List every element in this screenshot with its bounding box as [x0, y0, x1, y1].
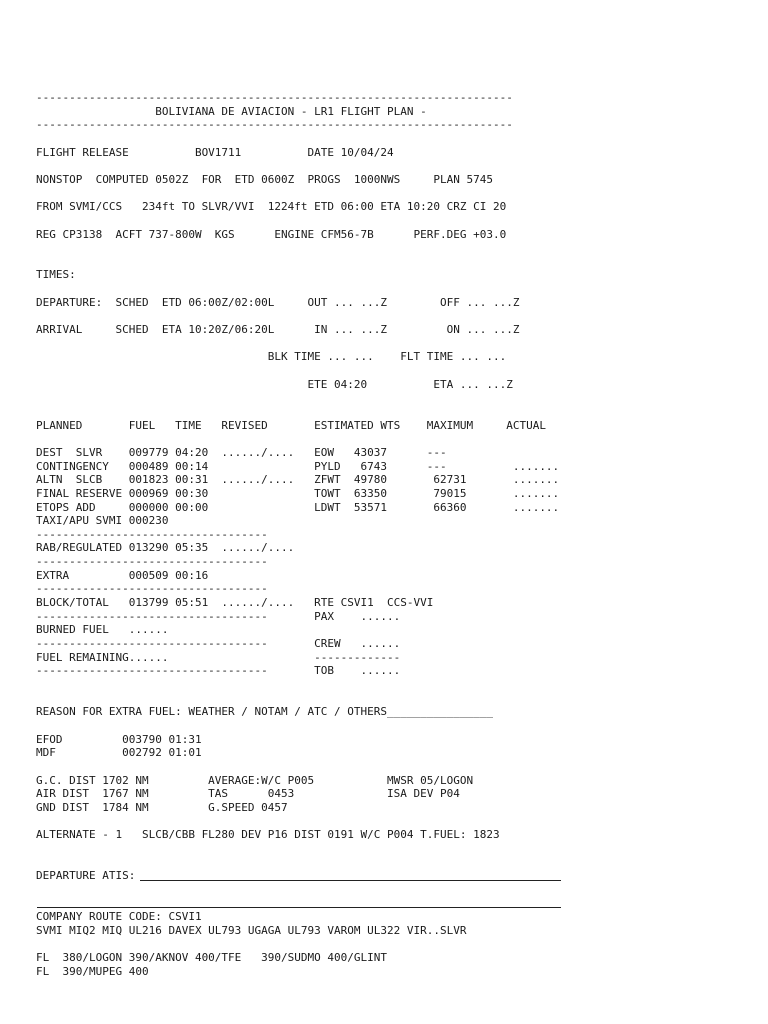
document-line: G.C. DIST 1702 NM AVERAGE:W/C P005 MWSR 05/LOGON: [36, 773, 474, 787]
document-line: EXTRA 000509 00:16: [36, 568, 209, 582]
document-line: ALTN SLCB 001823 00:31 ....../.... ZFWT 49780 62731 .......: [36, 473, 560, 487]
document-line: ARRIVAL SCHED ETA 10:20Z/06:20L IN ... ...Z ON ... ...Z: [36, 323, 520, 337]
document-line: FLIGHT RELEASE BOV1711 DATE 10/04/24: [36, 145, 394, 159]
document-line: ------------------------------------------------------------------------: [36, 118, 513, 132]
document-line: -----------------------------------: [36, 582, 268, 596]
document-line: ----------------------------------- CREW ......: [36, 637, 401, 650]
document-line: BOLIVIANA DE AVIACION - LR1 FLIGHT PLAN -: [36, 104, 427, 118]
document-line: ----------------------------------- PAX ......: [36, 609, 401, 623]
document-line: COMPANY ROUTE CODE: CSVI1: [36, 910, 202, 923]
document-line: FL 380/LOGON 390/AKNOV 400/TFE 390/SUDMO 400/GLINT: [36, 950, 387, 964]
document-line: NONSTOP COMPUTED 0502Z FOR ETD 0600Z PROGS 1000NWS PLAN 5745: [36, 172, 493, 186]
document-line: PLANNED FUEL TIME REVISED ESTIMATED WTS MAXIMUM ACTUAL: [36, 418, 546, 432]
document-line: SVMI MIQ2 MIQ UL216 DAVEX UL793 UGAGA UL793 VAROM UL322 VIR..SLVR: [36, 923, 467, 937]
document-line: -----------------------------------: [36, 555, 268, 569]
document-line: AIR DIST 1767 NM TAS 0453 ISA DEV P04: [36, 787, 460, 801]
document-line: ALTERNATE - 1 SLCB/CBB FL280 DEV P16 DIST 0191 W/C P004 T.FUEL: 1823: [36, 828, 500, 842]
route-section-divider: [37, 907, 561, 908]
document-line: FL 390/MUPEG 400: [36, 964, 149, 978]
document-line: -----------------------------------: [36, 527, 268, 541]
document-line: REG CP3138 ACFT 737-800W KGS ENGINE CFM56-7B PERF.DEG +03.0: [36, 227, 507, 241]
document-line: BURNED FUEL ......: [36, 623, 169, 637]
document-line: TAXI/APU SVMI 000230: [36, 514, 169, 528]
document-line: ----------------------------------- TOB ......: [36, 664, 401, 678]
document-line: ETOPS ADD 000000 00:00 LDWT 53571 66360 .......: [36, 500, 560, 514]
document-line: DEPARTURE: SCHED ETD 06:00Z/02:00L OUT ... ...Z OFF ... ...Z: [36, 295, 520, 309]
document-line: MDF 002792 01:01: [36, 746, 202, 760]
departure-atis-underline: [140, 880, 561, 881]
document-line: DEST SLVR 009779 04:20 ....../.... EOW 43037 ---: [36, 445, 447, 459]
document-line: ------------------------------------------------------------------------: [36, 91, 513, 104]
document-line: REASON FOR EXTRA FUEL: WEATHER / NOTAM / ATC / OTHERS________________: [36, 705, 493, 719]
document-line: FROM SVMI/CCS 234ft TO SLVR/VVI 1224ft ETD 06:00 ETA 10:20 CRZ CI 20: [36, 200, 507, 214]
document-line: DEPARTURE ATIS:: [36, 869, 136, 883]
document-line: CONTINGENCY 000489 00:14 PYLD 6743 --- .......: [36, 459, 560, 473]
document-line: BLOCK/TOTAL 013799 05:51 ....../.... RTE CSVI1 CCS-VVI: [36, 596, 434, 610]
document-line: BLK TIME ... ... FLT TIME ... ...: [36, 350, 507, 364]
document-line: FUEL REMAINING...... -------------: [36, 650, 401, 664]
document-line: TIMES:: [36, 268, 76, 282]
document-line: EFOD 003790 01:31: [36, 732, 202, 746]
document-line: GND DIST 1784 NM G.SPEED 0457: [36, 800, 288, 814]
document-line: FINAL RESERVE 000969 00:30 TOWT 63350 79015 .......: [36, 486, 560, 500]
document-line: RAB/REGULATED 013290 05:35 ....../....: [36, 541, 295, 555]
document-line: ETE 04:20 ETA ... ...Z: [36, 377, 513, 391]
